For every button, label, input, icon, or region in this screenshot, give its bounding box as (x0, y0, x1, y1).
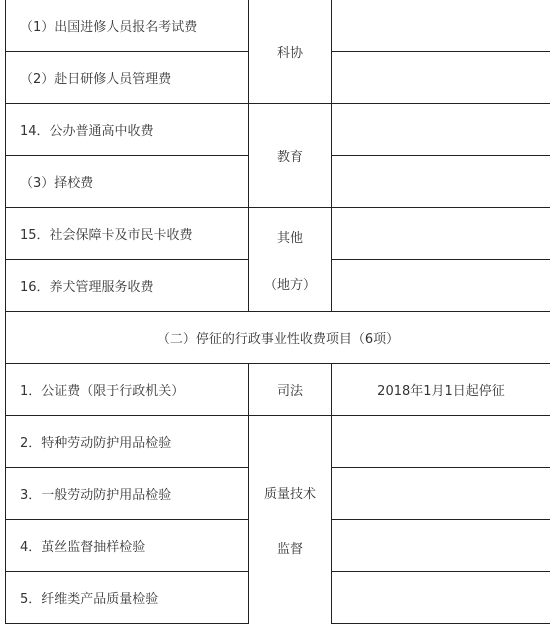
item-name: 16．养犬管理服务收费 (6, 260, 249, 312)
section-heading: （二）停征的行政事业性收费项目（6项） (6, 312, 550, 364)
item-name: 3．一般劳动防护用品检验 (6, 468, 249, 520)
category-label: 司法 (276, 384, 303, 399)
remark-cell (332, 520, 550, 572)
category-label: （地方） (263, 277, 316, 293)
remark-cell (332, 156, 550, 208)
category-label: 质量技术 (263, 486, 316, 502)
remark-cell (332, 260, 550, 312)
remark-cell (332, 52, 550, 104)
category-cell (249, 208, 332, 312)
item-name: （1）出国进修人员报名考试费 (6, 0, 249, 52)
table-row (6, 364, 550, 416)
table-row (6, 416, 550, 468)
table-row (6, 208, 550, 260)
item-name: （3）择校费 (6, 156, 249, 208)
spacer (249, 246, 331, 274)
category-label: 其他 (276, 230, 303, 246)
category-cell (249, 0, 332, 104)
item-name: （2）赴日研修人员管理费 (6, 52, 249, 104)
table-row (6, 104, 550, 156)
fee-table (5, 0, 550, 624)
item-name: 1．公证费（限于行政机关） (6, 364, 249, 416)
category-cell (249, 104, 332, 208)
category-label: 科协 (276, 46, 303, 61)
item-name: 4．茧丝监督抽样检验 (6, 520, 249, 572)
section-row (6, 312, 550, 364)
item-name: 14．公办普通高中收费 (6, 104, 249, 156)
remark-cell (332, 572, 550, 624)
category-label: 教育 (276, 150, 303, 165)
remark-cell (332, 416, 550, 468)
item-name: 2．特种劳动防护用品检验 (6, 416, 249, 468)
category-label: 监督 (276, 541, 303, 557)
table-row (6, 0, 550, 52)
remark-cell (332, 0, 550, 52)
remark-cell (332, 468, 550, 520)
remark-cell (332, 104, 550, 156)
item-name: 15．社会保障卡及市民卡收费 (6, 208, 249, 260)
item-name: 5．纤维类产品质量检验 (6, 572, 249, 624)
remark-cell (332, 208, 550, 260)
spacer (249, 502, 331, 538)
category-cell (249, 416, 332, 624)
category-cell (249, 364, 332, 416)
remark-cell: 2018年1月1日起停征 (332, 364, 550, 416)
